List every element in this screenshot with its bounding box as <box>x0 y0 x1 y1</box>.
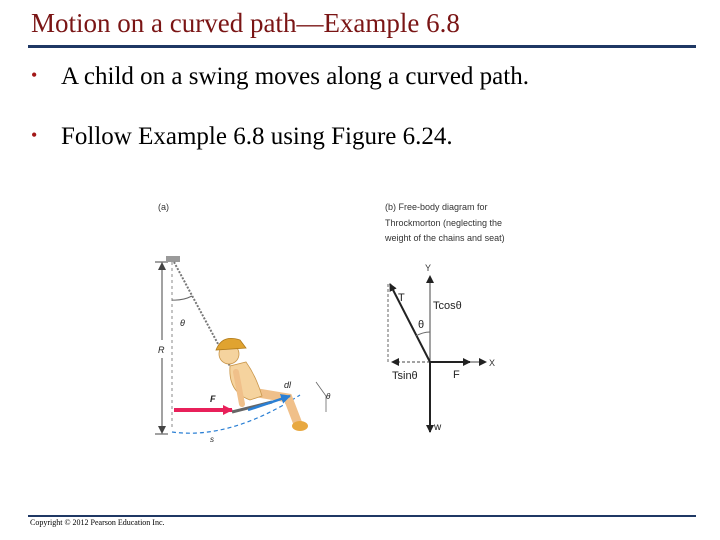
panel-a-label: (a) <box>158 202 169 212</box>
copyright-notice: Copyright © 2012 Pearson Education Inc. <box>30 518 165 527</box>
arc-length-label: s <box>210 435 214 444</box>
theta-reference-small <box>316 382 326 412</box>
bullet-text: Follow Example 6.8 using Figure 6.24. <box>61 123 453 150</box>
bullet-icon: • <box>31 65 38 85</box>
slide-title: Motion on a curved path—Example 6.8 <box>31 8 460 38</box>
y-axis-label: Y <box>425 263 432 273</box>
theta-label-a: θ <box>180 318 185 328</box>
tension-cos-label: Tcosθ <box>433 300 462 312</box>
panel-b-caption-line-3: weight of the chains and seat) <box>385 233 505 243</box>
force-label-b: F <box>453 369 460 381</box>
panel-b-caption-line-1: (b) Free-body diagram for <box>385 202 488 212</box>
theta-arc <box>172 296 192 300</box>
child-on-swing <box>216 338 308 431</box>
bullet-icon: • <box>31 125 38 145</box>
theta-label-b: θ <box>418 319 425 331</box>
panel-a <box>155 202 331 444</box>
footer-divider <box>28 515 696 517</box>
theta-label-small: θ <box>326 392 331 401</box>
displacement-label: dl <box>284 380 292 390</box>
weight-label: w <box>434 422 442 433</box>
theta-arc-b <box>416 332 430 336</box>
force-label-a: F <box>210 394 216 404</box>
panel-b <box>384 202 505 433</box>
radius-label: R <box>158 345 165 355</box>
panel-b-caption-line-2: Throckmorton (neglecting the <box>385 218 503 228</box>
tension-label: T <box>398 292 405 304</box>
tension-sin-label: Tsinθ <box>392 370 418 382</box>
x-axis-label: X <box>489 358 496 368</box>
pivot-mount <box>166 256 180 262</box>
bullet-text: A child on a swing moves along a curved path. <box>61 63 529 90</box>
